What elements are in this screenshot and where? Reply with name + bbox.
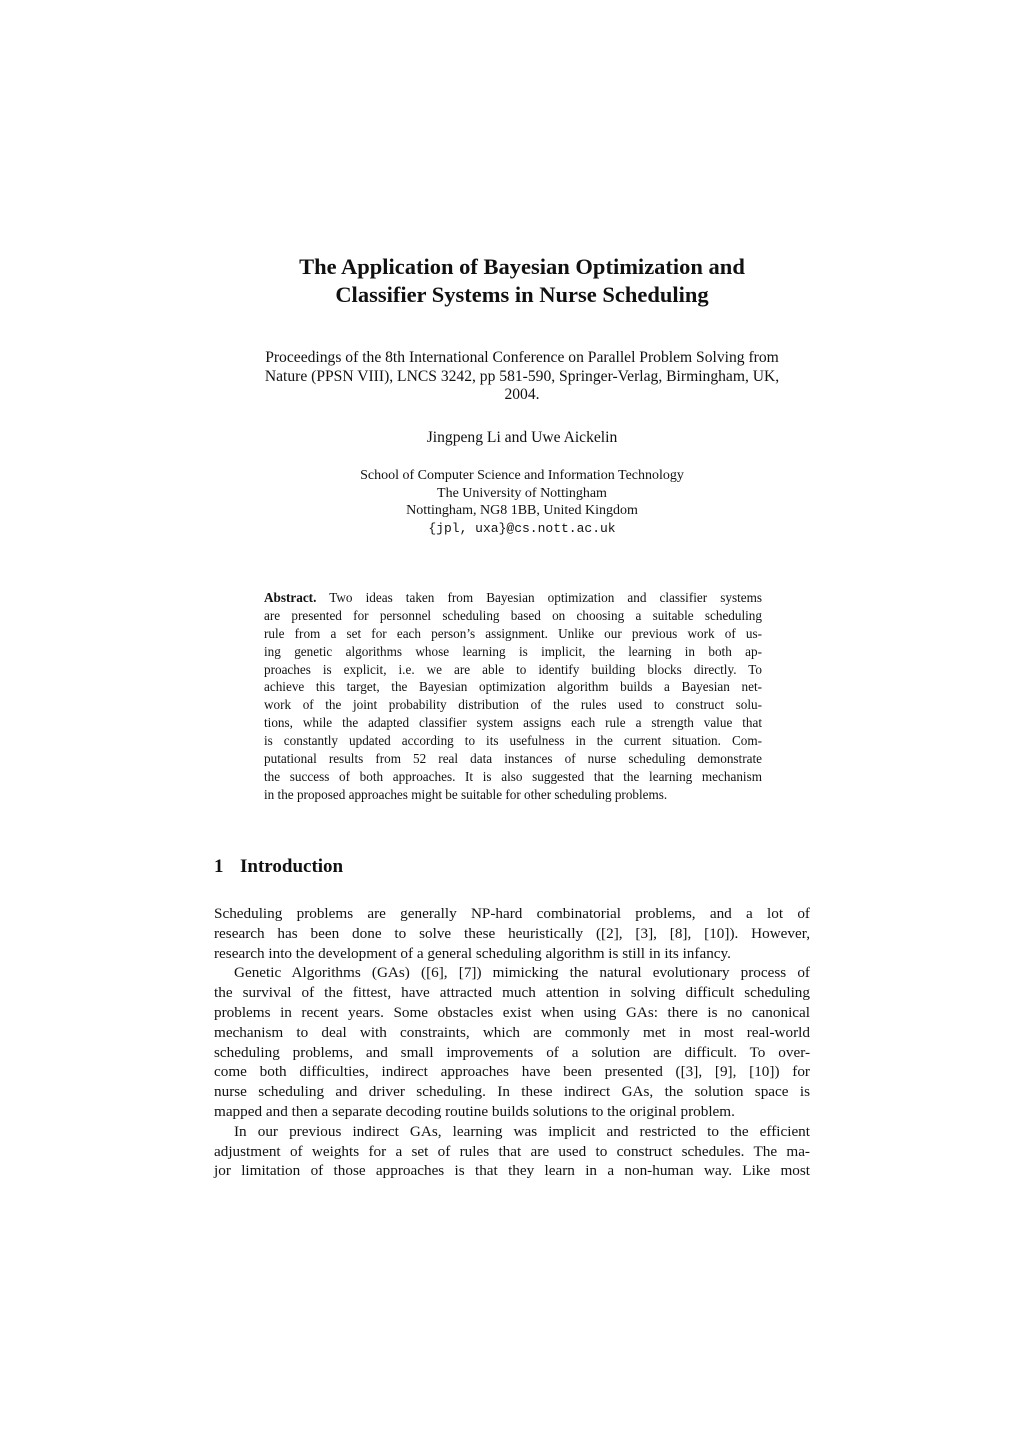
- abstract-line: putational results from 52 real data instances of nurse scheduling demonstrate: [264, 751, 762, 767]
- abstract-line: are presented for personnel scheduling based on choosing a suitable scheduling: [264, 607, 762, 623]
- section-number: 1: [214, 856, 224, 877]
- publication-line: Nature (PPSN VIII), LNCS 3242, pp 581-590, Springer-Verlag, Birmingham, UK,: [264, 367, 780, 385]
- abstract-line: is constantly updated according to its usefulness in the current situation. Com-: [264, 733, 762, 749]
- body-line: research has been done to solve these heuristically ([2], [3], [8], [10]). However,: [214, 924, 810, 942]
- section-title: Introduction: [240, 856, 344, 877]
- publication-info: [222, 349, 822, 405]
- title-line: Classifier Systems in Nurse Scheduling: [335, 282, 709, 307]
- abstract-line: tions, while the adapted classifier system assigns each rule a strength value that: [264, 715, 762, 731]
- abstract: [264, 589, 762, 804]
- body-line: nurse scheduling and driver scheduling. In these indirect GAs, the solution space is: [214, 1083, 810, 1101]
- section-heading: [214, 855, 343, 879]
- abstract-line: the success of both approaches. It is also suggested that the learning mechanism: [264, 768, 762, 784]
- title-line: The Application of Bayesian Optimization and: [299, 254, 745, 279]
- affiliation: [180, 467, 864, 537]
- body-line: In our previous indirect GAs, learning was implicit and restricted to the efficient: [234, 1122, 810, 1140]
- body-line: scheduling problems, and small improvements of a solution are difficult. To over-: [214, 1043, 810, 1061]
- authors: Jingpeng Li and Uwe Aickelin: [426, 429, 618, 446]
- publication-line: Proceedings of the 8th International Conference on Parallel Problem Solving from: [265, 349, 779, 366]
- body-line: research into the development of a general scheduling algorithm is still in its infancy.: [214, 944, 731, 962]
- abstract-line: achieve this target, the Bayesian optimization algorithm builds a Bayesian net-: [264, 679, 762, 695]
- abstract-label: Abstract.: [264, 590, 317, 605]
- abstract-line: proaches is explicit, i.e. we are able to identify building blocks directly. To: [264, 661, 762, 677]
- abstract-line: rule from a set for each person’s assignment. Unlike our previous work of us-: [264, 625, 762, 641]
- abstract-line: [264, 589, 762, 607]
- body-line: the survival of the fittest, have attracted much attention in solving difficult scheduling: [214, 984, 810, 1002]
- body-line: Scheduling problems are generally NP-hard combinatorial problems, and a lot of: [214, 905, 810, 922]
- body-line: problems in recent years. Some obstacles exist when using GAs: there is no canonical: [214, 1003, 810, 1021]
- author-email: {jpl, uxa}@cs.nott.ac.uk: [428, 520, 616, 536]
- abstract-line: in the proposed approaches might be suitable for other scheduling problems.: [264, 786, 668, 802]
- body-line: adjustment of weights for a set of rules that are used to construct schedules. The ma-: [214, 1142, 810, 1160]
- affiliation-school: School of Computer Science and Information Technology: [360, 468, 684, 483]
- body-line: mechanism to deal with constraints, which are commonly met in most real-world: [214, 1023, 810, 1041]
- publication-line: 2004.: [504, 386, 540, 403]
- affiliation-university: The University of Nottingham: [437, 485, 607, 501]
- introduction-body: [214, 904, 810, 1181]
- abstract-line: ing genetic algorithms whose learning is implicit, the learning in both ap-: [264, 643, 762, 659]
- body-line: mapped and then a separate decoding routine builds solutions to the original problem.: [214, 1102, 735, 1120]
- paper-title: [180, 253, 864, 309]
- abstract-line: work of the joint probability distribution of the rules used to construct solu-: [264, 697, 762, 713]
- abstract-line-text: Two ideas taken from Bayesian optimization and classifier systems: [329, 590, 762, 605]
- body-line: Genetic Algorithms (GAs) ([6], [7]) mimicking the natural evolutionary process of: [234, 964, 810, 982]
- body-line: jor limitation of those approaches is that they learn in a non-human way. Like most: [214, 1162, 810, 1180]
- affiliation-address: Nottingham, NG8 1BB, United Kingdom: [406, 503, 638, 518]
- body-line: come both difficulties, indirect approaches have been presented ([3], [9], [10]) for: [214, 1063, 810, 1081]
